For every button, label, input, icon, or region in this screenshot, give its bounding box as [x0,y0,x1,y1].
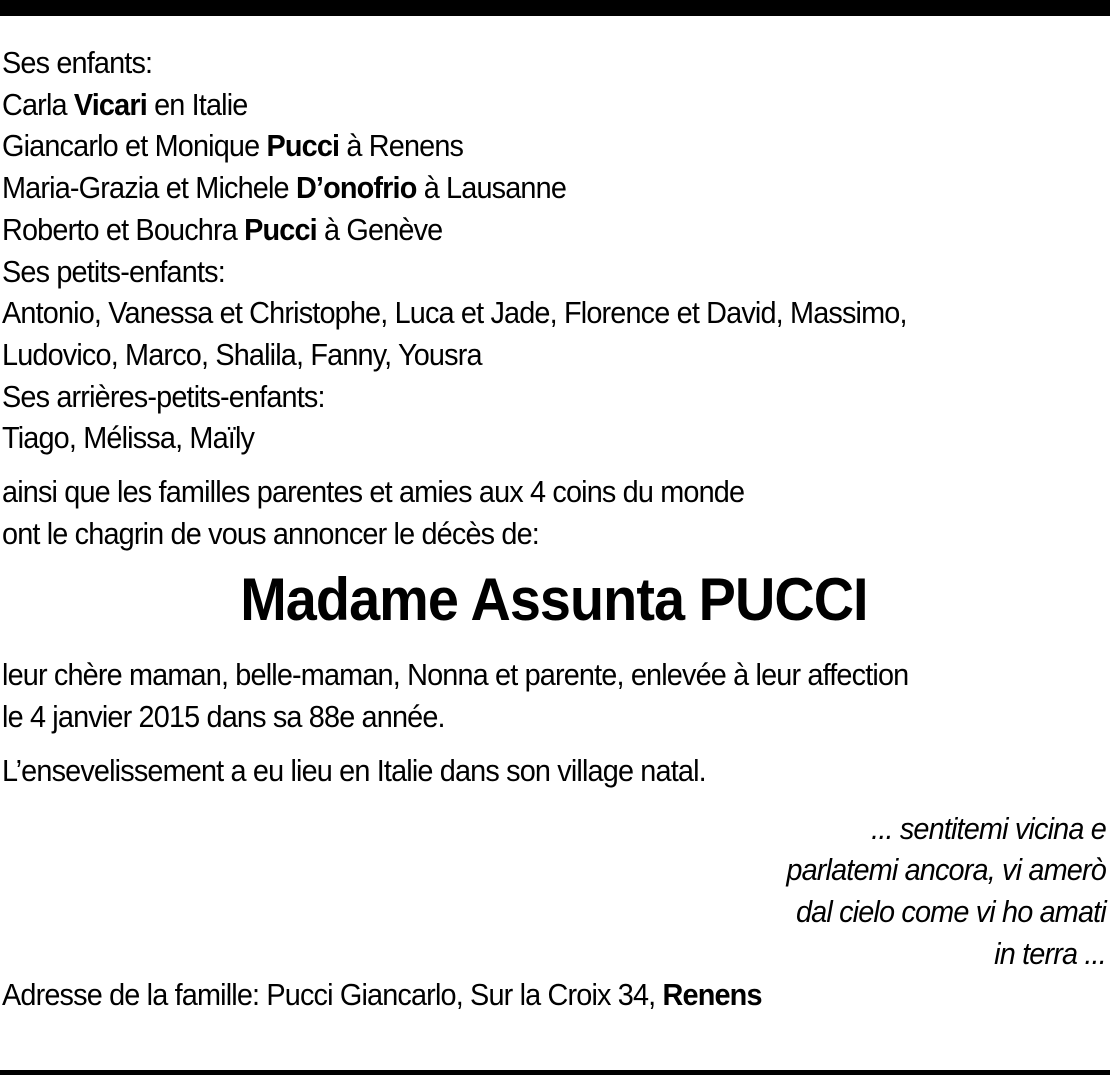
deceased-name: Madame Assunta PUCCI [240,566,868,634]
child-line [2,167,1106,209]
top-rule [0,0,1110,16]
poem-line: dal cielo come vi ho amati [795,893,1106,929]
child-suffix: à Lausanne [416,170,567,206]
burial-line: L’ensevelissement a eu lieu en Italie dans son village natal. [2,752,706,788]
poem-line: parlatemi ancora, vi amerò [786,852,1106,888]
great-grandchildren-line: Tiago, Mélissa, Maïly [2,420,255,456]
grandchildren-heading: Ses petits-enfants: [2,253,225,289]
grandchildren-line: Ludovico, Marco, Shalila, Fanny, Yousra [2,336,482,372]
bottom-rule [0,1070,1110,1075]
announcement-line: ont le chagrin de vous annoncer le décès de: [2,515,539,551]
address-text: Adresse de la famille: Pucci Giancarlo, Sur la Croix 34, [2,977,663,1013]
children-heading: Ses enfants: [2,45,153,80]
grandchildren-line: Antonio, Vanessa et Christophe, Luca et Jade, Florence et David, Massimo, [2,295,907,331]
great-grandchildren-heading: Ses arrières-petits-enfants: [2,378,325,414]
description-line: leur chère maman, belle-maman, Nonna et parente, enlevée à leur affection [2,657,909,693]
announcement-line: ainsi que les familles parentes et amies aux 4 coins du monde [2,474,745,510]
child-line [2,209,1106,251]
child-line [2,84,1106,126]
child-prefix: Maria-Grazia et Michele [2,170,296,206]
child-surname: Pucci [244,211,317,247]
child-surname: D’onofrio [295,170,417,206]
child-prefix: Carla [2,86,74,122]
poem-line: in terra ... [994,935,1106,971]
child-line [2,125,1106,167]
child-prefix: Giancarlo et Monique [2,128,267,164]
child-suffix: en Italie [146,86,248,122]
child-suffix: à Renens [339,128,464,164]
child-surname: Pucci [266,128,340,164]
child-surname: Vicari [73,86,147,122]
poem-line: ... sentitemi vicina e [871,810,1106,846]
description-line: le 4 janvier 2015 dans sa 88e année. [2,699,445,735]
address-city: Renens [662,977,762,1013]
child-prefix: Roberto et Bouchra [2,211,245,247]
poem [2,808,1106,975]
family-address [2,974,1106,1016]
obituary-notice [2,42,1106,1016]
child-suffix: à Genève [316,211,443,247]
